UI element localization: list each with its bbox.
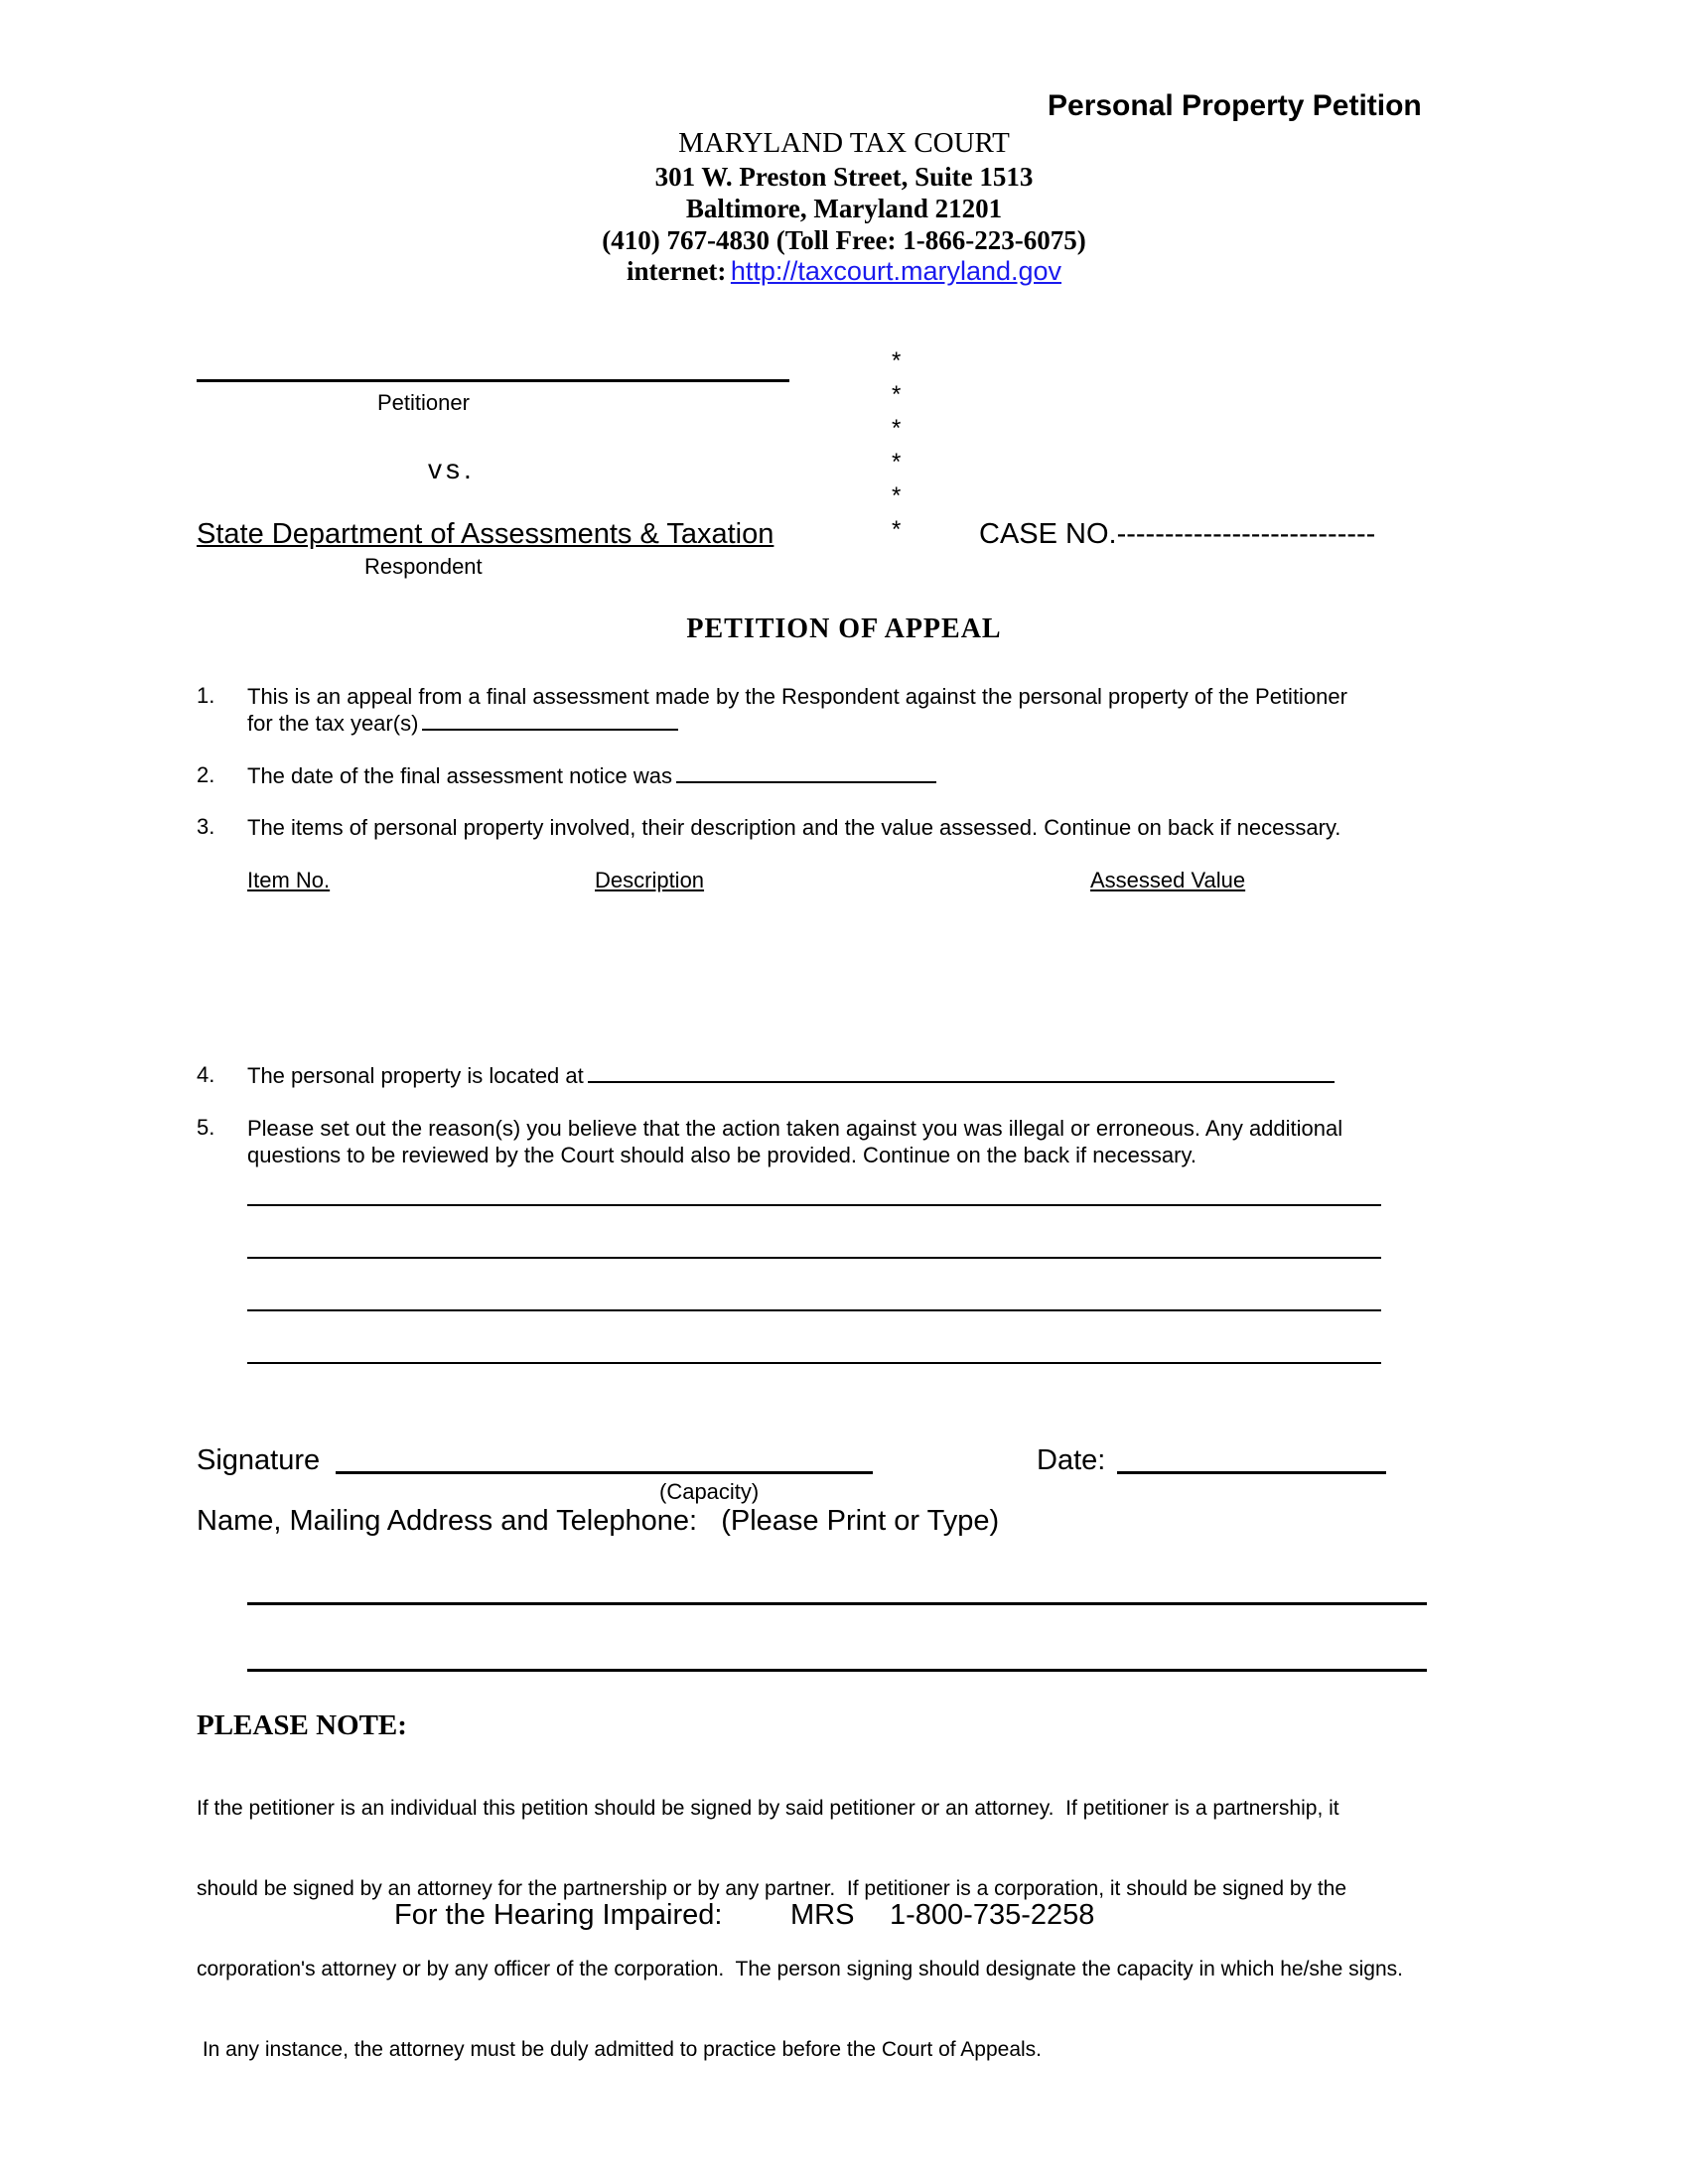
court-address-line1: 301 W. Preston Street, Suite 1513 [654, 162, 1034, 192]
caption-star: * [892, 415, 902, 442]
caption-star: * [892, 516, 902, 543]
respondent-name: State Department of Assessments & Taxation [197, 518, 774, 550]
petitioner-line[interactable] [197, 379, 789, 382]
item-2-label: The date of the final assessment notice was [247, 763, 673, 788]
reason-line[interactable] [247, 1362, 1381, 1364]
note-title: PLEASE NOTE: [197, 1709, 407, 1741]
hearing-service: MRS [790, 1899, 855, 1931]
signature-line[interactable] [336, 1471, 873, 1474]
item-1-label: for the tax year(s) [247, 711, 419, 736]
tax-year-field[interactable] [422, 711, 678, 731]
item-1-line2 [247, 710, 1347, 737]
property-location-field[interactable] [588, 1063, 1335, 1083]
petition-heading: PETITION OF APPEAL [686, 614, 1002, 644]
item-4-label: The personal property is located at [247, 1063, 584, 1088]
item-number: 2. [197, 762, 215, 787]
item-2-text [247, 762, 936, 789]
item-3-text: The items of personal property involved, their description and the value assessed. Continue on back if necessary. [247, 815, 1341, 840]
column-header-item-no: Item No. [247, 868, 331, 892]
court-internet [0, 255, 1688, 292]
case-number-field[interactable]: CASE NO.--------------------------- [979, 518, 1376, 550]
item-1-text [247, 683, 1347, 737]
hearing-impaired-label: For the Hearing Impaired: [394, 1899, 723, 1931]
court-name: MARYLAND TAX COURT [678, 127, 1010, 159]
item-number: 5. [197, 1115, 215, 1140]
signature-label: Signature [197, 1444, 321, 1476]
item-number: 4. [197, 1062, 215, 1087]
note-line: corporation's attorney or by any officer of the corporation. The person signing should designate the capacity in which he/she signs. [197, 1958, 1403, 1980]
reason-line[interactable] [247, 1204, 1381, 1206]
name-address-label: Name, Mailing Address and Telephone: (Please Print or Type) [197, 1505, 1000, 1537]
versus-label: vs. [428, 454, 476, 484]
item-5-text [247, 1115, 1342, 1168]
note-line: In any instance, the attorney must be duly admitted to practice before the Court of Appeals. [197, 2038, 1042, 2061]
respondent-label: Respondent [364, 554, 483, 579]
caption-star: * [892, 347, 902, 374]
internet-label: internet: [626, 256, 727, 286]
capacity-label: (Capacity) [659, 1479, 760, 1504]
name-address-line[interactable] [247, 1669, 1427, 1672]
petitioner-label: Petitioner [377, 390, 470, 415]
item-number: 3. [197, 814, 215, 839]
column-header-description: Description [595, 868, 705, 892]
form-title: Personal Property Petition [1048, 89, 1422, 122]
column-header-assessed-value: Assessed Value [1090, 868, 1246, 892]
item-5-line1: Please set out the reason(s) you believe that the action taken against you was illegal or erroneous. Any additional [247, 1116, 1343, 1141]
court-website-link[interactable]: http://taxcourt.maryland.gov [730, 256, 1062, 286]
note-line: If the petitioner is an individual this petition should be signed by said petitioner or an attorney. If petitioner is a partnership, it [197, 1797, 1339, 1820]
assessment-date-field[interactable] [676, 763, 936, 783]
date-label: Date: [1037, 1444, 1106, 1476]
date-line[interactable] [1117, 1471, 1386, 1474]
reason-line[interactable] [247, 1257, 1381, 1259]
court-address-line2: Baltimore, Maryland 21201 [685, 194, 1003, 223]
item-1-line1: This is an appeal from a final assessment made by the Respondent against the personal property of the Petitioner [247, 684, 1347, 709]
caption-star: * [892, 449, 902, 476]
reason-line[interactable] [247, 1309, 1381, 1311]
item-number: 1. [197, 683, 215, 708]
item-5-line2: questions to be reviewed by the Court should also be provided. Continue on the back if necessary. [247, 1143, 1196, 1167]
caption-star: * [892, 381, 902, 408]
caption-star: * [892, 482, 902, 509]
name-address-line[interactable] [247, 1602, 1427, 1605]
item-4-text [247, 1062, 1335, 1089]
note-line: should be signed by an attorney for the partnership or by any partner. If petitioner is a corporation, it should be signed by the [197, 1877, 1347, 1900]
court-phone: (410) 767-4830 (Toll Free: 1-866-223-6075) [602, 225, 1086, 255]
hearing-phone: 1-800-735-2258 [890, 1899, 1095, 1931]
